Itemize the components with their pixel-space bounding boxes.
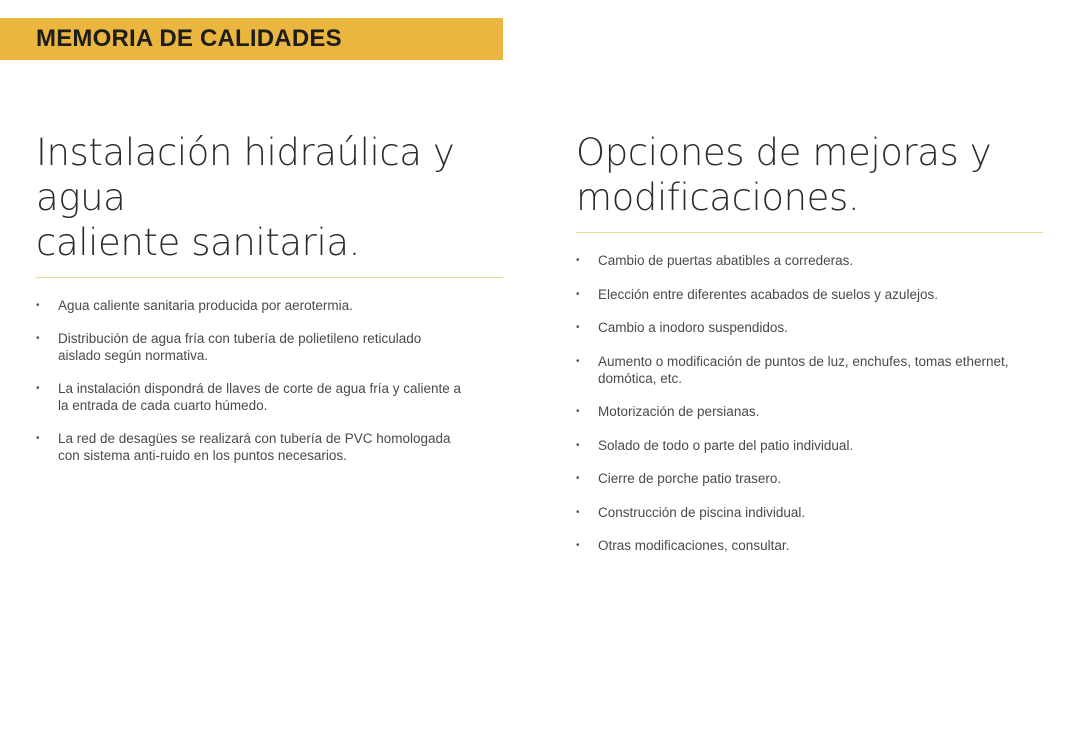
list-item	[576, 252, 1043, 269]
list-item	[36, 297, 503, 314]
list-item-text: La red de desagües se realizará con tubería de PVC homologada con sistema anti-ruido en los puntos necesarios.	[58, 431, 451, 463]
list-item	[576, 403, 1043, 420]
list-item	[576, 437, 1043, 454]
list-item-text: Elección entre diferentes acabados de suelos y azulejos.	[598, 286, 938, 302]
list-item	[576, 504, 1043, 521]
upgrades-list	[576, 252, 1043, 554]
list-item	[36, 330, 503, 364]
bullet-icon: •	[576, 473, 580, 484]
bullet-icon: •	[576, 540, 580, 551]
hydraulic-divider	[36, 277, 503, 278]
list-item-text: Distribución de agua fría con tubería de polietileno reticulado aislado según normativa.	[58, 331, 422, 363]
list-item-text: Aumento o modificación de puntos de luz, enchufes, tomas ethernet, domótica, etc.	[598, 353, 1009, 386]
bullet-icon: •	[36, 433, 40, 444]
bullet-icon: •	[36, 383, 40, 394]
banner-title: MEMORIA DE CALIDADES	[36, 25, 342, 52]
bullet-icon: •	[576, 322, 580, 333]
upgrades-section	[576, 130, 1043, 571]
list-item-text: Construcción de piscina individual.	[598, 504, 806, 520]
bullet-icon: •	[576, 506, 580, 518]
hydraulic-section	[36, 130, 503, 480]
bullet-icon: •	[36, 300, 40, 311]
list-item-text: Solado de todo o parte del patio individual.	[598, 437, 854, 453]
upgrades-divider	[576, 232, 1043, 233]
bullet-icon: •	[576, 255, 580, 266]
list-item	[576, 353, 1043, 387]
bullet-icon: •	[576, 355, 580, 367]
list-item	[36, 380, 503, 414]
list-item	[576, 319, 1043, 336]
list-item	[576, 470, 1043, 487]
upgrades-heading: Opciones de mejoras y modificaciones.	[576, 131, 992, 219]
list-item-text: La instalación dispondrá de llaves de corte de agua fría y caliente a la entrada de cada cuarto húmedo.	[58, 381, 462, 413]
list-item	[576, 286, 1043, 303]
hydraulic-heading: Instalación hidraúlica y agua caliente sanitaria.	[36, 131, 455, 264]
list-item-text: Cambio de puertas abatibles a correderas.	[598, 253, 854, 268]
list-item-text: Cierre de porche patio trasero.	[598, 471, 782, 486]
bullet-icon: •	[36, 333, 40, 344]
bullet-icon: •	[576, 288, 580, 300]
hydraulic-list	[36, 297, 503, 464]
bullet-icon: •	[576, 406, 580, 417]
list-item-text: Otras modificaciones, consultar.	[598, 538, 790, 553]
list-item-text: Motorización de persianas.	[598, 404, 760, 419]
list-item	[36, 430, 503, 464]
list-item	[576, 537, 1043, 554]
bullet-icon: •	[576, 439, 580, 451]
section-banner	[0, 18, 503, 60]
list-item-text: Cambio a inodoro suspendidos.	[598, 320, 788, 335]
list-item-text: Agua caliente sanitaria producida por aerotermia.	[58, 298, 353, 313]
